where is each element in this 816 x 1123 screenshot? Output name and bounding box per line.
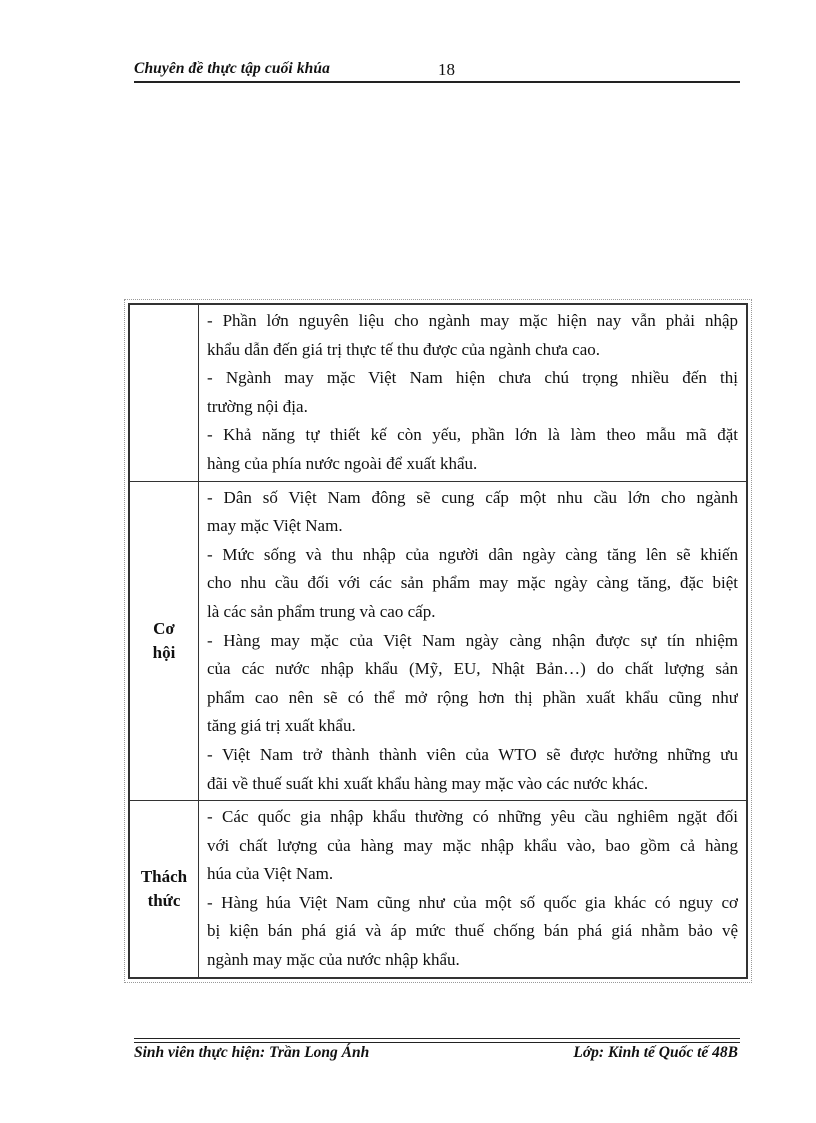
content-line: - Ngành may mặc Việt Nam hiện chưa chú trọng nhiều đến thị (207, 368, 738, 388)
content-line: - Dân số Việt Nam đông sẽ cung cấp một nhu cầu lớn cho ngành (207, 487, 738, 507)
row-content (199, 801, 747, 978)
content-line: - Phần lớn nguyên liệu cho ngành may mặc hiện nay vẫn phải nhập (207, 311, 738, 330)
content-line: phẩm cao nên sẽ có thể mở rộng hơn thị phần xuất khẩu cũng như (207, 687, 738, 707)
content-line: tăng giá trị xuất khẩu. (207, 716, 356, 736)
content-line: là các sản phẩm trung và cao cấp. (207, 601, 436, 621)
content-line: bị kiện bán phá giá và áp mức thuế chống bán phá giá nhằm bảo vệ (207, 921, 738, 941)
content-line: may mặc Việt Nam. (207, 516, 343, 536)
content-line: - Hàng may mặc của Việt Nam ngày càng nhận được sự tín nhiệm (207, 630, 738, 650)
table-row (130, 481, 747, 801)
content-line: - Khả năng tự thiết kế còn yếu, phần lớn là làm theo mẫu mã đặt (207, 425, 738, 445)
table-row (130, 305, 747, 482)
content-line: - Việt Nam trở thành thành viên của WTO sẽ được hưởng những ưu (207, 744, 738, 764)
row-label: Thách thức (130, 801, 199, 978)
content-line: húa của Việt Nam. (207, 864, 334, 884)
content-line: khẩu dẫn đến giá trị thực tế thu được của ngành chưa cao. (207, 339, 601, 359)
row-label: Cơ hội (130, 481, 199, 801)
row-content (199, 481, 747, 801)
content-line: ngành may mặc của nước nhập khẩu. (207, 950, 460, 970)
page-number: 18 (438, 60, 455, 79)
row-content (199, 305, 747, 482)
content-line: hàng của phía nước ngoài để xuất khẩu. (207, 453, 478, 473)
content-line: trường nội địa. (207, 396, 308, 416)
content-line: - Các quốc gia nhập khẩu thường có những yêu cầu nghiêm ngặt đối (207, 807, 738, 827)
content-line: của các nước nhập khẩu (Mỹ, EU, Nhật Bản…) do chất lượng sản (207, 659, 738, 679)
table-row (130, 801, 747, 978)
swot-table (128, 303, 748, 979)
content-line: cho nhu cầu đối với các sản phẩm may mặc ngày càng tăng, đặc biệt (207, 573, 738, 593)
swot-table-grid (129, 304, 747, 978)
footer-rule (134, 1038, 740, 1039)
footer-student: Sinh viên thực hiện: Trần Long Ánh (134, 1044, 370, 1061)
content-line: - Hàng húa Việt Nam cũng như của một số quốc gia khác có nguy cơ (207, 892, 738, 912)
row-label (130, 305, 199, 482)
footer-rule-secondary (134, 1042, 740, 1043)
content-line: đãi về thuế suất khi xuất khẩu hàng may mặc vào các nước khác. (207, 773, 649, 793)
document-title: Chuyên đề thực tập cuối khúa (134, 60, 330, 77)
content-line: với chất lượng của hàng may mặc nhập khẩu vào, bao gồm cả hàng (207, 835, 738, 855)
footer-class: Lớp: Kinh tế Quốc tế 48B (573, 1044, 738, 1061)
header-rule (134, 81, 740, 83)
content-line: - Mức sống và thu nhập của người dân ngày càng tăng lên sẽ khiến (207, 544, 738, 564)
